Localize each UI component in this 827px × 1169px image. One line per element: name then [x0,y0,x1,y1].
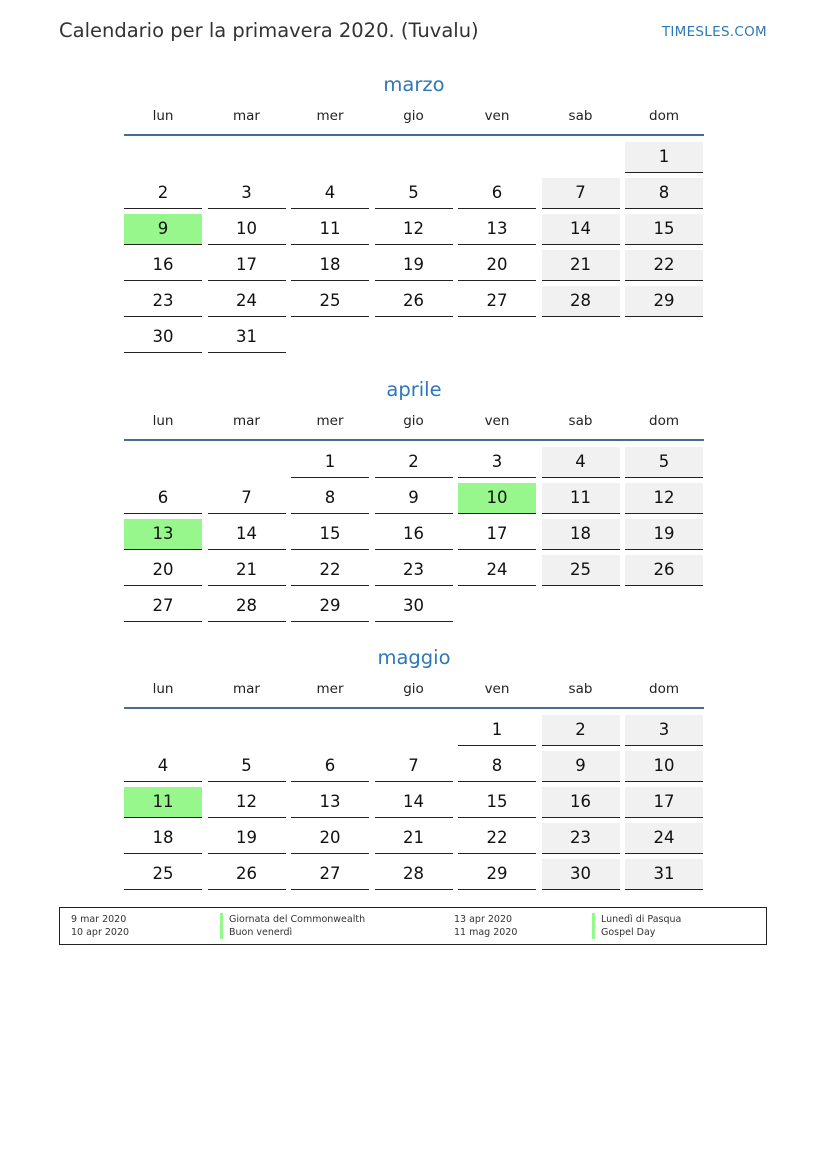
day-cell[interactable]: 22 [458,823,536,854]
day-cell[interactable]: 20 [458,250,536,281]
day-cell[interactable]: 28 [542,286,620,317]
day-cell[interactable]: 16 [124,250,202,281]
day-cell[interactable]: 12 [625,483,703,514]
day-cell[interactable]: 17 [208,250,286,281]
holiday-legend [59,907,767,945]
day-cell[interactable]: 27 [458,286,536,317]
day-cell[interactable]: 30 [375,591,453,622]
day-cell[interactable]: 30 [542,859,620,890]
day-cell[interactable]: 6 [291,751,369,782]
day-cell[interactable]: 17 [458,519,536,550]
legend-date: 10 apr 2020 [71,927,130,938]
day-cell[interactable]: 3 [625,715,703,746]
day-cell[interactable]: 6 [124,483,202,514]
day-cell[interactable]: 13 [458,214,536,245]
day-cell[interactable]: 10 [208,214,286,245]
weekday-header [124,413,704,441]
day-cell[interactable]: 1 [625,142,703,173]
day-cell[interactable]: 7 [375,751,453,782]
day-cell[interactable]: 6 [458,178,536,209]
day-cell[interactable]: 12 [375,214,453,245]
day-cell[interactable]: 11 [291,214,369,245]
day-cell[interactable]: 26 [625,555,703,586]
day-cell[interactable]: 23 [375,555,453,586]
day-cell[interactable]: 29 [458,859,536,890]
day-cell[interactable]: 19 [375,250,453,281]
weekday-gio: gio [403,108,424,124]
day-cell[interactable]: 20 [291,823,369,854]
day-cell[interactable]: 5 [208,751,286,782]
month-maggio [124,643,704,895]
day-cell[interactable]: 4 [124,751,202,782]
month-title: aprile [386,378,442,401]
day-cell[interactable]: 2 [375,447,453,478]
day-grid [124,715,704,895]
day-cell[interactable]: 3 [458,447,536,478]
day-cell[interactable]: 30 [124,322,202,353]
day-cell[interactable]: 25 [542,555,620,586]
day-cell[interactable]: 3 [208,178,286,209]
day-cell[interactable]: 16 [375,519,453,550]
weekday-header [124,681,704,709]
day-cell[interactable]: 15 [625,214,703,245]
day-cell[interactable]: 1 [291,447,369,478]
weekday-lun: lun [152,413,174,429]
weekday-mer: mer [316,413,344,429]
day-cell[interactable]: 18 [291,250,369,281]
day-cell[interactable]: 29 [291,591,369,622]
weekday-lun: lun [152,108,174,124]
day-cell[interactable]: 21 [208,555,286,586]
day-cell[interactable]: 19 [625,519,703,550]
day-cell[interactable]: 14 [208,519,286,550]
day-cell[interactable]: 10 [625,751,703,782]
day-cell[interactable]: 9 [375,483,453,514]
month-title: maggio [377,646,451,669]
day-cell[interactable]: 18 [542,519,620,550]
day-cell[interactable]: 16 [542,787,620,818]
day-cell[interactable]: 2 [124,178,202,209]
day-cell[interactable]: 21 [542,250,620,281]
brand-link[interactable]: TIMESLES.COM [661,24,767,40]
day-cell[interactable]: 23 [542,823,620,854]
weekday-mar: mar [233,413,260,429]
day-cell[interactable]: 8 [625,178,703,209]
day-cell[interactable]: 9 [542,751,620,782]
day-cell[interactable]: 31 [625,859,703,890]
day-cell[interactable]: 4 [542,447,620,478]
day-cell[interactable]: 13 [291,787,369,818]
day-grid [124,142,704,358]
weekday-ven: ven [484,681,510,697]
legend-date: 11 mag 2020 [454,927,518,938]
page-title: Calendario per la primavera 2020. (Tuvalu) [59,19,479,42]
day-cell[interactable]: 28 [208,591,286,622]
day-cell[interactable]: 8 [291,483,369,514]
weekday-lun: lun [152,681,174,697]
day-cell[interactable]: 19 [208,823,286,854]
day-cell[interactable]: 31 [208,322,286,353]
day-cell[interactable]: 2 [542,715,620,746]
legend-holiday-name: Giornata del Commonwealth [220,913,365,926]
day-cell[interactable]: 14 [542,214,620,245]
legend-holiday-name: Lunedì di Pasqua [592,913,681,926]
month-marzo [124,70,704,358]
day-cell[interactable]: 15 [291,519,369,550]
day-cell[interactable]: 10 [458,483,536,514]
weekday-mer: mer [316,681,344,697]
day-grid [124,447,704,627]
day-cell[interactable]: 22 [291,555,369,586]
day-cell[interactable]: 9 [124,214,202,245]
day-cell[interactable]: 5 [625,447,703,478]
day-cell[interactable]: 24 [208,286,286,317]
weekday-ven: ven [484,413,510,429]
day-cell[interactable]: 11 [124,787,202,818]
month-aprile [124,375,704,627]
day-cell[interactable]: 24 [458,555,536,586]
day-cell[interactable]: 27 [124,591,202,622]
weekday-sab: sab [568,681,593,697]
legend-holiday-name: Buon venerdì [220,926,292,939]
day-cell[interactable]: 14 [375,787,453,818]
day-cell[interactable]: 18 [124,823,202,854]
day-cell[interactable]: 5 [375,178,453,209]
weekday-gio: gio [403,681,424,697]
day-cell[interactable]: 7 [208,483,286,514]
day-cell[interactable]: 7 [542,178,620,209]
weekday-header [124,108,704,136]
weekday-dom: dom [649,413,679,429]
weekday-ven: ven [484,108,510,124]
month-title: marzo [383,73,445,96]
day-cell[interactable]: 13 [124,519,202,550]
day-cell[interactable]: 21 [375,823,453,854]
day-cell[interactable]: 15 [458,787,536,818]
day-cell[interactable]: 22 [625,250,703,281]
legend-holiday-name: Gospel Day [592,926,655,939]
day-cell[interactable]: 20 [124,555,202,586]
day-cell[interactable]: 4 [291,178,369,209]
day-cell[interactable]: 26 [375,286,453,317]
day-cell[interactable]: 28 [375,859,453,890]
weekday-sab: sab [568,413,593,429]
weekday-gio: gio [403,413,424,429]
day-cell[interactable]: 25 [291,286,369,317]
day-cell[interactable]: 29 [625,286,703,317]
day-cell[interactable]: 24 [625,823,703,854]
day-cell[interactable]: 25 [124,859,202,890]
day-cell[interactable]: 1 [458,715,536,746]
day-cell[interactable]: 17 [625,787,703,818]
weekday-mar: mar [233,681,260,697]
weekday-mer: mer [316,108,344,124]
day-cell[interactable]: 11 [542,483,620,514]
legend-date: 9 mar 2020 [71,914,127,925]
weekday-mar: mar [233,108,260,124]
day-cell[interactable]: 26 [208,859,286,890]
weekday-dom: dom [649,681,679,697]
weekday-sab: sab [568,108,593,124]
day-cell[interactable]: 8 [458,751,536,782]
day-cell[interactable]: 12 [208,787,286,818]
legend-date: 13 apr 2020 [454,914,513,925]
day-cell[interactable]: 23 [124,286,202,317]
weekday-dom: dom [649,108,679,124]
day-cell[interactable]: 27 [291,859,369,890]
